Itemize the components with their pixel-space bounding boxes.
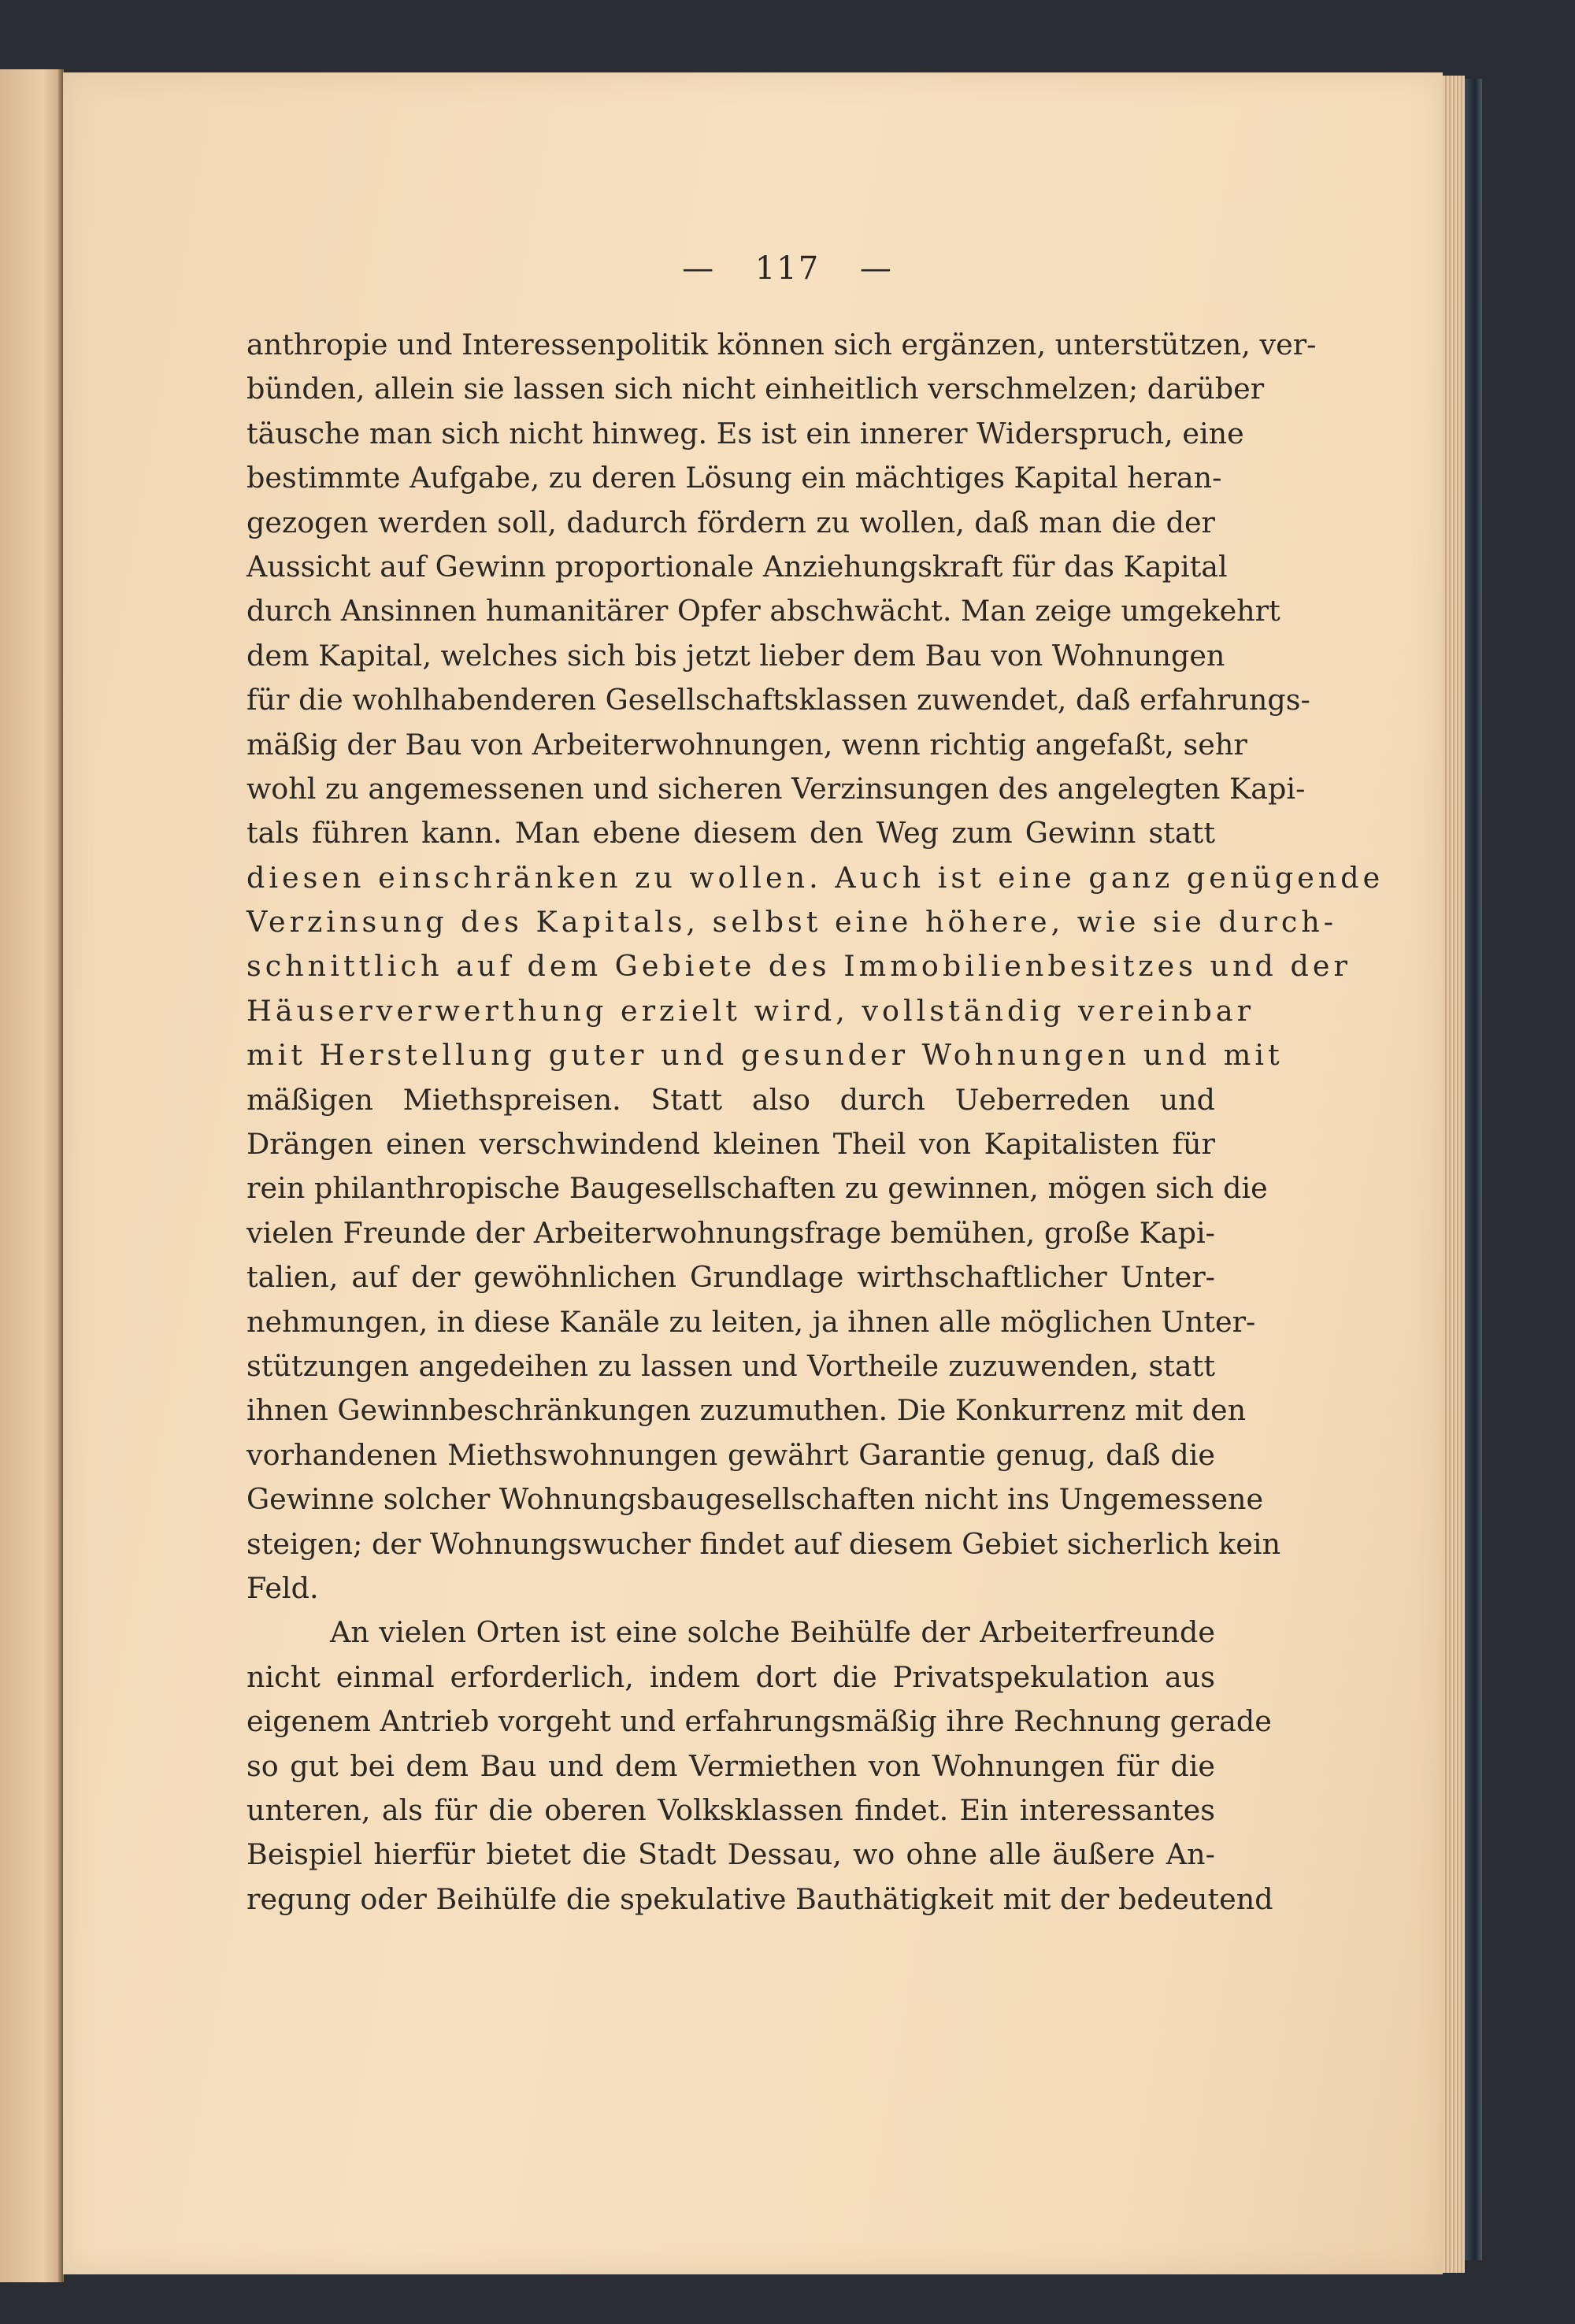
text-line: regung oder Beihülfe die spekulative Bauthätigkeit mit der bedeutend (246, 1881, 1273, 1916)
text-line: tals führen kann. Man ebene diesem den Weg zum Gewinn statt (246, 816, 1215, 851)
text-line: wohl zu angemessenen und sicheren Verzinsungen des angelegten Kapi- (246, 771, 1306, 806)
text-line: vorhandenen Miethswohnungen gewährt Garantie genug, daß die (246, 1437, 1215, 1472)
text-line: rein philanthropische Baugesellschaften zu gewinnen, mögen sich die (246, 1171, 1268, 1206)
text-line: Drängen einen verschwindend kleinen Theil von Kapitalisten für (246, 1127, 1215, 1162)
facing-page-edge (0, 69, 64, 2282)
text-line: bünden, allein sie lassen sich nicht einheitlich verschmelzen; darüber (246, 372, 1265, 406)
text-line: nicht einmal erforderlich, indem dort die Privatspekulation aus (246, 1659, 1215, 1694)
text-line: diesen einschränken zu wollen. Auch ist eine ganz genügende (246, 860, 1384, 895)
text-line: Aussicht auf Gewinn proportionale Anziehungskraft für das Kapital (246, 549, 1228, 584)
text-line: schnittlich auf dem Gebiete des Immobilienbesitzes und der (246, 949, 1351, 984)
text-line: talien, auf der gewöhnlichen Grundlage wirthschaftlicher Unter- (246, 1260, 1215, 1295)
text-line: dem Kapital, welches sich bis jetzt lieber dem Bau von Wohnungen (246, 638, 1225, 673)
text-line: Gewinne solcher Wohnungsbaugesellschaften nicht ins Ungemessene (246, 1482, 1264, 1517)
text-line: vielen Freunde der Arbeiterwohnungsfrage bemühen, große Kapi- (246, 1215, 1215, 1250)
header-dash-left: — (682, 250, 716, 287)
text-line: mit Herstellung guter und gesunder Wohnungen und mit (246, 1038, 1284, 1073)
page-stack-edge (1443, 76, 1465, 2273)
header-dash-right: — (859, 250, 893, 287)
body-text (246, 323, 1384, 1922)
text-line: nehmungen, in diese Kanäle zu leiten, ja ihnen alle möglichen Unter- (246, 1304, 1256, 1339)
page-header (0, 250, 1575, 287)
book-cover-edge (1465, 79, 1482, 2260)
text-line: stützungen angedeihen zu lassen und Vortheile zuzuwenden, statt (246, 1348, 1215, 1383)
text-line: steigen; der Wohnungswucher findet auf diesem Gebiet sicherlich kein (246, 1526, 1281, 1561)
text-line: Verzinsung des Kapitals, selbst eine höhere, wie sie durch- (246, 905, 1338, 940)
text-line: so gut bei dem Bau und dem Vermiethen von Wohnungen für die (246, 1748, 1215, 1783)
text-line: durch Ansinnen humanitärer Opfer abschwächt. Man zeige umgekehrt (246, 594, 1280, 628)
text-line: gezogen werden soll, dadurch fördern zu wollen, daß man die der (246, 505, 1215, 539)
text-line: An vielen Orten ist eine solche Beihülfe der Arbeiterfreunde (330, 1615, 1215, 1650)
page-number: 117 (754, 250, 821, 287)
text-line: mäßigen Miethspreisen. Statt also durch Ueberreden und (246, 1082, 1215, 1117)
text-line: Feld. (246, 1570, 319, 1605)
text-line: eigenem Antrieb vorgeht und erfahrungsmäßig ihre Rechnung gerade (246, 1704, 1272, 1739)
text-line: bestimmte Aufgabe, zu deren Lösung ein mächtiges Kapital heran- (246, 461, 1222, 495)
text-line: mäßig der Bau von Arbeiterwohnungen, wenn richtig angefaßt, sehr (246, 727, 1247, 762)
text-line: Beispiel hierfür bietet die Stadt Dessau, wo ohne alle äußere An- (246, 1837, 1215, 1872)
text-line: unteren, als für die oberen Volksklassen findet. Ein interessantes (246, 1792, 1215, 1827)
text-line: ihnen Gewinnbeschränkungen zuzumuthen. Die Konkurrenz mit den (246, 1393, 1247, 1428)
text-line: für die wohlhabenderen Gesellschaftsklassen zuwendet, daß erfahrungs- (246, 683, 1310, 717)
text-line: täusche man sich nicht hinweg. Es ist ein innerer Widerspruch, eine (246, 416, 1244, 450)
text-line: Häuserverwerthung erzielt wird, vollständig vereinbar (246, 993, 1255, 1028)
text-line: anthropie und Interessenpolitik können sich ergänzen, unterstützen, ver- (246, 328, 1317, 361)
